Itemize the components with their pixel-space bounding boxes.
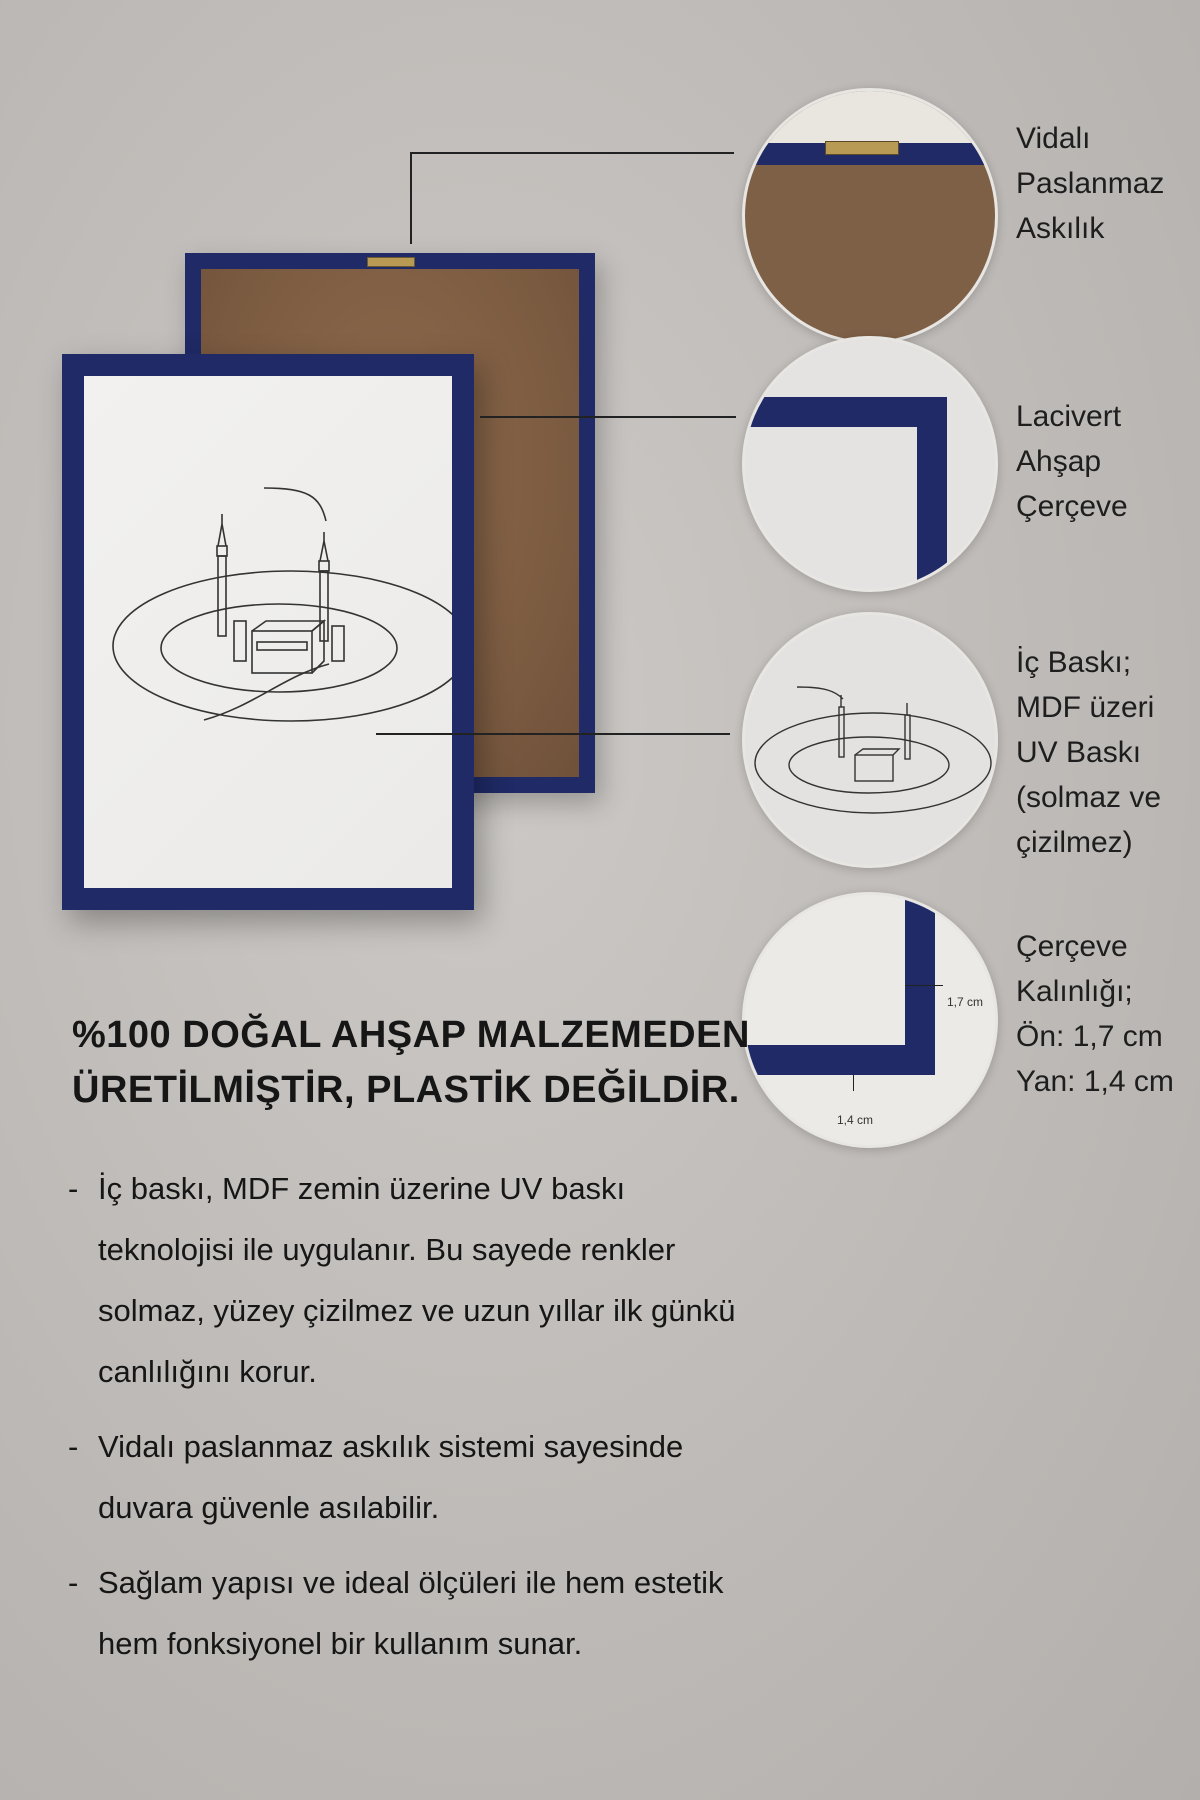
hanger-bracket-icon bbox=[367, 257, 415, 267]
callout-frame: Lacivert Ahşap Çerçeve bbox=[1016, 400, 1128, 523]
kaaba-line-art-icon bbox=[84, 376, 452, 888]
thickness-front-label: 1,7 cm bbox=[947, 995, 984, 1009]
print-paper bbox=[84, 376, 452, 888]
hanger-detail-icon bbox=[825, 141, 899, 155]
frame-front-view bbox=[62, 354, 474, 910]
bullet-marker: - bbox=[68, 1429, 79, 1464]
kaaba-detail-icon bbox=[745, 615, 995, 865]
print-detail-circle bbox=[742, 612, 998, 868]
list-item: - Vidalı paslanmaz askılık sistemi sayesinde duvara güvenle asılabilir. bbox=[68, 1416, 768, 1538]
callout-hanger: Vidalı Paslanmaz Askılık bbox=[1016, 122, 1165, 245]
headline: %100 DOĞAL AHŞAP MALZEMEDEN ÜRETİLMİŞTİR, PLASTİK DEĞİLDİR. bbox=[72, 1014, 750, 1111]
frame-corner-circle bbox=[742, 336, 998, 592]
thickness-detail-circle bbox=[742, 892, 998, 1148]
leader-line-hanger bbox=[410, 152, 734, 154]
feature-list bbox=[68, 1158, 768, 1688]
list-item: - Sağlam yapısı ve ideal ölçüleri ile hem estetik hem fonksiyonel bir kullanım sunar. bbox=[68, 1552, 768, 1674]
callout-print: İç Baskı; MDF üzeri UV Baskı (solmaz ve çizilmez) bbox=[1016, 646, 1162, 859]
leader-line-print bbox=[376, 733, 730, 735]
leader-line-hanger-vertical bbox=[410, 152, 412, 244]
callout-thickness: Çerçeve Kalınlığı; Ön: 1,7 cm Yan: 1,4 cm bbox=[1016, 930, 1174, 1098]
leader-line-frame bbox=[480, 416, 736, 418]
list-item: - İç baskı, MDF zemin üzerine UV baskı teknolojisi ile uygulanır. Bu sayede renkler solmaz, yüzey çizilmez ve uzun yıllar ilk günkü canlılığını korur. bbox=[68, 1158, 768, 1402]
hanger-detail-circle bbox=[742, 88, 998, 344]
thickness-side-label: 1,4 cm bbox=[837, 1113, 874, 1127]
bullet-marker: - bbox=[68, 1565, 79, 1600]
bullet-marker: - bbox=[68, 1171, 79, 1206]
